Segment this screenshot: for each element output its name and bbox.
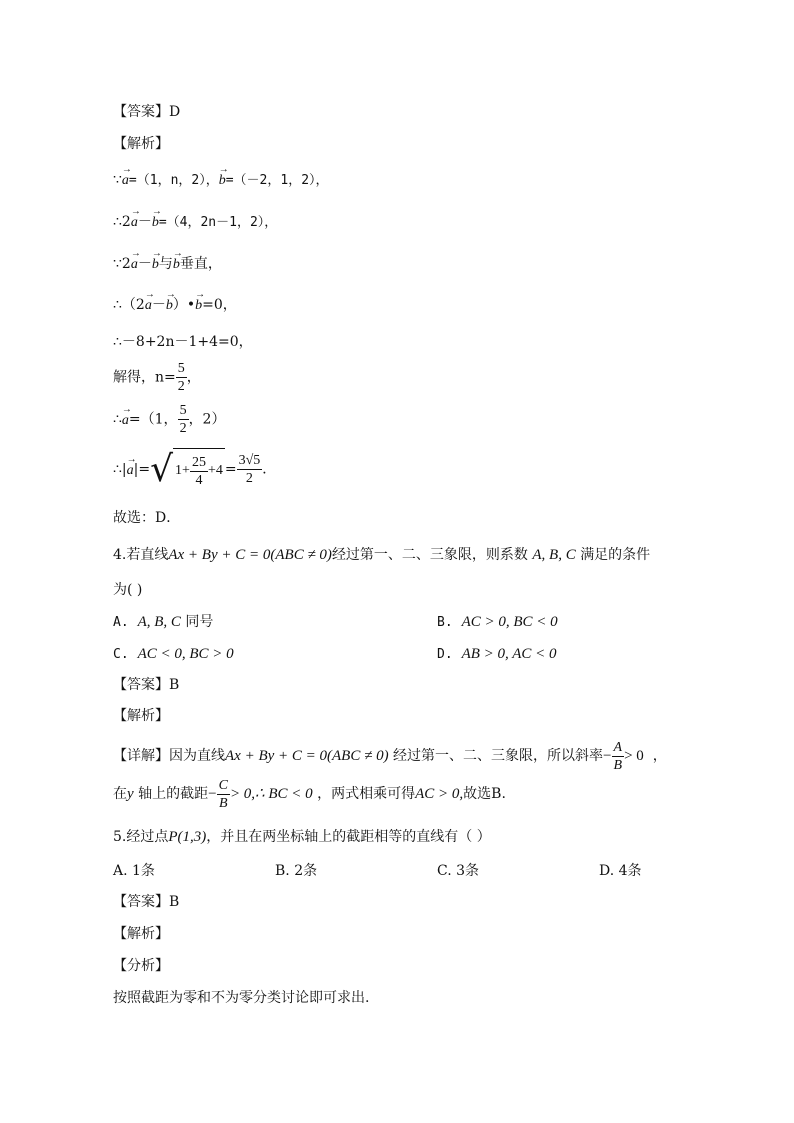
- fraction-result: $\frac{3√5}{2}$: [238, 453, 261, 486]
- fraction-five-halves-2: $\frac{5}{2}$: [179, 403, 187, 436]
- q5-analysis-text: 按照截距为零和不为零分类讨论即可求出.: [113, 990, 370, 1006]
- q4-option-b: B. AC > 0, BC < 0: [437, 614, 558, 630]
- fraction-c-over-b: $\frac{C}{B}$: [218, 777, 228, 811]
- square-root-expression: √ 1+ $\frac{25}{4}$ +4: [150, 448, 223, 490]
- q4-option-d: D. AB > 0, AC < 0: [437, 646, 557, 662]
- q4-detail-line-1: 【详解】因为直线Ax + By + C = 0(ABC ≠ 0) 经过第一、二、三象限，所以斜率− $\frac{A}{B}$ > 0 ，: [113, 739, 667, 773]
- solution-line-4: ∴（2→ a－→ b）•→ b=0，: [113, 295, 237, 316]
- analysis-label-q3: 【解析】: [113, 136, 169, 152]
- question-4-stem-cont: 为( ): [113, 582, 143, 598]
- solution-line-3: ∵2→ a－→ b与→ b垂直，: [113, 254, 222, 275]
- q4-detail-line-2: 在y 轴上的截距− $\frac{C}{B}$ > 0,∴ BC < 0 ，两式相乘可得AC > 0,故选B.: [113, 777, 506, 811]
- answer-label-q4: 【答案】B: [113, 677, 180, 693]
- fenxi-label-q5: 【分析】: [113, 958, 169, 974]
- solution-line-6: 解得，n= $\frac{5}{2}$ ，: [113, 361, 201, 394]
- solution-line-1: ∵→ a=（1，n，2），→ b=（－2，1，2），: [113, 170, 329, 191]
- q4-option-c: C. AC < 0, BC > 0: [113, 646, 234, 662]
- q5-option-b: B. 2条: [275, 863, 318, 879]
- solution-line-2: ∴2→ a－→ b=（4，2n－1，2），: [113, 212, 277, 233]
- conclusion-q3: 故选：D．: [113, 510, 181, 526]
- q5-option-a: A. 1条: [113, 863, 155, 879]
- question-5-stem: 5.经过点P(1,3)，并且在两坐标轴上的截距相等的直线有（ ）: [113, 829, 491, 845]
- solution-line-7: ∴→ a=（1， $\frac{5}{2}$ ，2）: [113, 402, 225, 437]
- analysis-label-q5: 【解析】: [113, 926, 169, 942]
- analysis-label-q4: 【解析】: [113, 708, 169, 724]
- fraction-a-over-b: $\frac{A}{B}$: [613, 739, 623, 773]
- q4-option-a: A. A, B, C 同号: [113, 614, 214, 630]
- answer-label-q5: 【答案】B: [113, 894, 180, 910]
- q5-option-c: C. 3条: [437, 863, 480, 879]
- fraction-five-halves: $\frac{5}{2}$: [177, 361, 185, 394]
- q5-option-d: D. 4条: [599, 863, 642, 879]
- solution-line-5: ∴－8+2n－1+4=0，: [113, 334, 253, 350]
- question-4-stem: 4.若直线Ax + By + C = 0(ABC ≠ 0)经过第一、二、三象限，则系数 A, B, C 满足的条件: [113, 547, 651, 563]
- answer-label-q3: 【答案】D: [113, 104, 181, 120]
- solution-line-8: ∴|→ a|= √ 1+ $\frac{25}{4}$ +4 = $\frac{3√5}{2}$ ．: [113, 448, 276, 491]
